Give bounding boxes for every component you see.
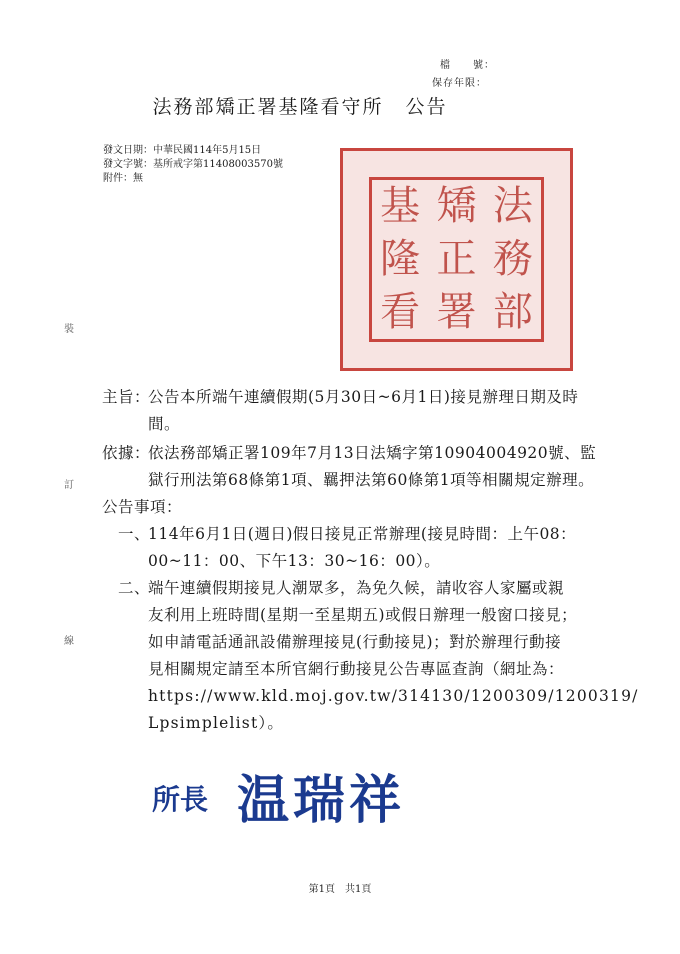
issue-date: 發文日期：中華民國114年5月15日 — [103, 145, 262, 156]
official-seal — [340, 148, 573, 371]
seal-glyph: 務 — [492, 236, 533, 282]
item-1-line-2: 00~11：00、下午13：30~16：00）。 — [148, 552, 441, 570]
seal-glyph: 基 — [380, 183, 421, 229]
binding-mark-bottom: 線 — [64, 636, 74, 647]
subject-line-1: 公告本所端午連續假期(5月30日~6月1日)接見辦理日期及時 — [148, 388, 579, 406]
notice-label: 公告事項： — [102, 498, 183, 516]
item-2-line-3: 如申請電話通訊設備辦理接見(行動接見)；對於辦理行動接 — [148, 633, 562, 651]
file-number-label: 檔 號： — [440, 60, 495, 71]
item-2-line-1: 端午連續假期接見人潮眾多，為免久候，請收容人家屬或親 — [148, 579, 565, 597]
page-title — [0, 92, 600, 119]
page-footer: 第1頁 共1頁 — [308, 884, 372, 895]
seal-glyph: 矯 — [436, 183, 477, 229]
issue-number: 發文字號：基所戒字第11408003570號 — [103, 159, 283, 170]
issue-attachment: 附件：無 — [103, 173, 143, 184]
seal-glyph: 法 — [492, 183, 533, 229]
seal-glyph: 看 — [380, 289, 421, 335]
basis-line-1: 依法務部矯正署109年7月13日法矯字第10904004920號、監 — [148, 444, 597, 462]
seal-glyph: 署 — [436, 289, 477, 335]
seal-glyph: 部 — [492, 289, 533, 335]
title-org: 法務部矯正署基隆看守所 — [152, 96, 384, 118]
binding-mark-top: 裝 — [64, 324, 74, 335]
title-kind: 公告 — [405, 96, 448, 118]
signature-name: 温瑞祥 — [237, 771, 406, 831]
basis-label: 依據： — [102, 444, 151, 462]
retention-label: 保存年限： — [432, 78, 487, 89]
item-2-line-4: 見相關規定請至本所官網行動接見公告專區查詢（網址為： — [148, 660, 565, 678]
item-2-line-2: 友利用上班時間(星期一至星期五)或假日辦理一般窗口接見； — [148, 606, 578, 624]
binding-mark-mid: 訂 — [64, 480, 74, 491]
seal-glyph: 正 — [436, 236, 477, 282]
item-1-line-1: 114年6月1日(週日)假日接見正常辦理(接見時間：上午08： — [148, 525, 577, 543]
item-2-url-line-2: Lpsimplelist）。 — [148, 714, 285, 732]
item-2-label: 二、 — [118, 579, 151, 597]
item-2-url-line-1: https://www.kld.moj.gov.tw/314130/1200309/1200319/ — [148, 687, 639, 705]
basis-line-2: 獄行刑法第68條第1項、羈押法第60條第1項等相關規定辦理。 — [148, 471, 595, 489]
item-1-label: 一、 — [118, 525, 151, 543]
seal-glyph: 隆 — [380, 236, 421, 282]
subject-label: 主旨： — [102, 388, 151, 406]
seal-inner-frame — [369, 177, 544, 342]
signature-title: 所長 — [152, 783, 209, 816]
subject-line-2: 間。 — [148, 415, 181, 433]
